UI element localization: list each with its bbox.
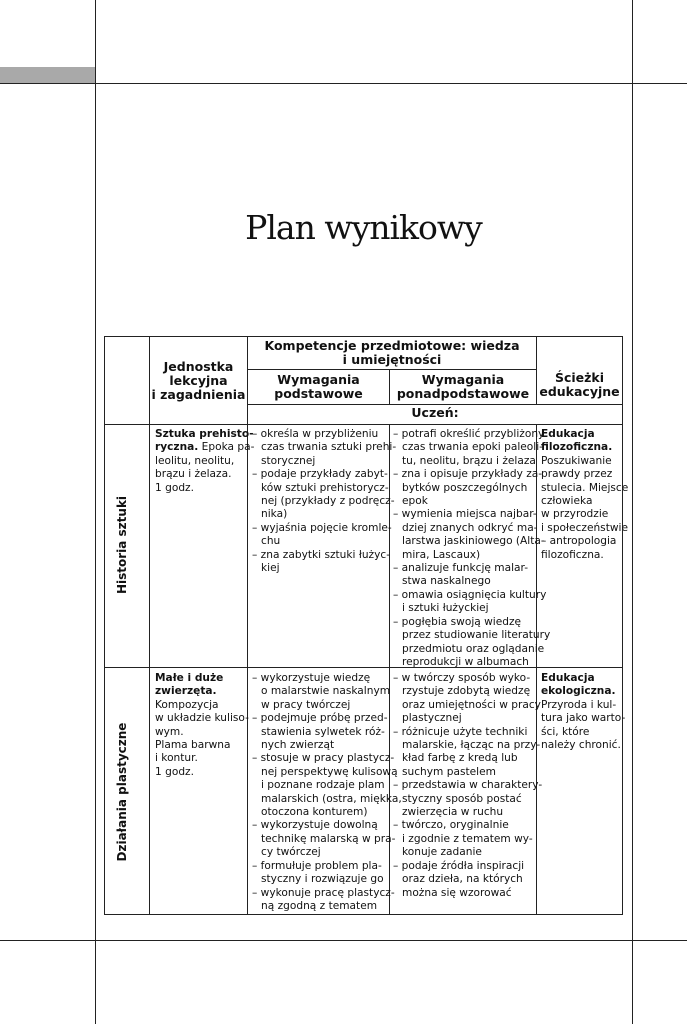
text-line: konuje zadanie [402,846,482,859]
text-line: plastycznej [402,712,462,725]
header-unit-line: Jednostka [163,359,234,374]
text-line: o malarstwie naskalnym [261,685,391,698]
text-line: styczny i rozwiązuje go [261,873,384,886]
path-text [541,699,625,753]
text-line: Przyroda i kul- [541,698,617,711]
header-competencies-line: Kompetencje przedmiotowe: wiedza [264,338,520,353]
text-line: i społeczeństwie [541,521,628,534]
text-line: otoczona konturem) [261,806,368,819]
text-line: – stosuje w pracy plastycz- [252,752,395,765]
text-line: i sztuki łużyckiej [402,602,489,615]
unit-text-line: leolitu, neolitu, [155,454,235,467]
advanced-requirements-cell-1 [393,428,550,669]
text-line: przez studiowanie literatury [402,629,551,642]
text-line: larstwa jaskiniowego (Alta- [402,535,545,548]
header-unit [150,360,247,402]
text-line: stwa naskalnego [402,575,491,588]
unit-text: Epoka pa- [198,441,255,454]
text-line: dziej znanych odkryć ma- [402,521,538,534]
text-line: – wykorzystuje dowolną [252,819,378,832]
text-line: ści, które [541,725,590,738]
path-text [541,455,628,562]
text-line: – podejmuje próbę przed- [252,712,388,725]
text-line: Plama barwna [155,739,231,752]
text-line: – wymienia miejsca najbar- [393,508,537,521]
text-line: prawdy przez [541,468,613,481]
header-student: Uczeń: [411,405,459,420]
basic-requirements-cell-1 [252,428,396,575]
text-line: stulecia. Miejsce [541,481,629,494]
text-line: stawienia sylwetek róż- [261,725,385,738]
header-competencies-line: i umiejętności [342,352,442,367]
text-line: – omawia osiągnięcia kultury [393,588,547,601]
text-line: zwierzęcia w ruchu [402,806,504,819]
text-line: – analizuje funkcję malar- [393,562,529,575]
text-line: tura jako warto- [541,712,626,725]
section-label-art-history: Historia sztuki [115,495,129,595]
crop-line-left [95,0,96,1024]
text-line: filozoficzna. [541,548,604,561]
text-line: chu [261,535,281,548]
header-paths-line: edukacyjne [539,384,620,399]
text-line: – formułuje problem pla- [252,859,382,872]
section-label-art-activities: Działania plastyczne [115,722,129,862]
crop-line-top [0,83,687,84]
header-basic-line: Wymagania [277,372,360,387]
text-line: można się wzorować [402,886,512,899]
text-line: – antropologia [541,535,617,548]
text-line: – pogłębia swoją wiedzę [393,615,522,628]
text-line: – różnicuje użyte techniki [393,725,528,738]
text-line: – wykorzystuje wiedzę [252,672,371,684]
page-title: Plan wynikowy [245,208,482,247]
path-cell-ecology [541,672,625,752]
unit-title-line: Sztuka prehisto- [155,428,254,440]
text-line: Poszukiwanie [541,454,612,467]
header-basic-line: podstawowe [274,386,363,401]
unit-text-line: 1 godz. [155,481,194,494]
unit-title-line: Małe i duże [155,672,224,684]
text-line: oraz umiejętności w pracy [402,698,541,711]
crop-line-right [632,0,633,1024]
text-line: wym. [155,725,184,738]
header-paths-line: Ścieżki [554,370,605,385]
unit-title-line: zwierzęta. [155,685,217,698]
text-line: ną zgodną z tematem [261,899,378,912]
crop-line-bottom [0,940,687,941]
text-line: epok [402,495,428,508]
chapter-tab-marker [0,67,95,83]
path-title-line: Edukacja [541,428,595,440]
text-line: ków sztuki prehistorycz- [261,481,389,494]
text-line: w układzie kuliso- [155,712,249,725]
text-line: Kompozycja [155,698,219,711]
text-line: w pracy twórczej [261,698,351,711]
text-line: nej (przykłady z podręcz- [261,495,395,508]
header-competencies [248,339,536,367]
text-line: i poznane rodzaje plam [261,779,385,792]
text-line: bytków poszczególnych [402,481,528,494]
text-line: – twórczo, oryginalnie [393,819,509,832]
unit-title-line: ryczna. [155,441,199,454]
text-line: nej perspektywę kulisową [261,765,398,778]
unit-cell-prehistoric [155,428,254,495]
unit-cell-animals [155,672,249,779]
text-line: przedmiotu oraz oglądanie [402,642,545,655]
header-unit-line: lekcyjna [169,373,228,388]
text-line: styczny sposób postać [402,792,522,805]
text-line: – podaje przykłady zabyt- [252,468,388,481]
text-line: – wykonuje pracę plastycz- [252,886,395,899]
path-title-line: filozoficzna. [541,441,613,454]
header-advanced-line: ponadpodstawowe [396,386,530,401]
unit-text [155,699,249,779]
text-line: – zna zabytki sztuki łużyc- [252,548,391,561]
header-advanced-line: Wymagania [421,372,505,387]
text-line: oraz dzieła, na których [402,873,523,886]
text-line: – wyjaśnia pojęcie kromle- [252,521,392,534]
text-line: reprodukcji w albumach [402,655,529,668]
text-line: nych zwierząt [261,739,335,752]
unit-text-line: brązu i żelaza. [155,468,232,481]
text-line: – podaje źródła inspiracji [393,859,525,872]
text-line: w przyrodzie [541,508,609,521]
text-line: 1 godz. [155,765,194,778]
header-paths [537,371,622,399]
text-line: i kontur. [155,752,198,765]
text-line: tu, neolitu, brązu i żelaza [402,454,536,467]
text-line: cy twórczej [261,846,321,859]
text-line: technikę malarską w pra- [261,832,396,845]
text-line: mira, Lascaux) [402,548,481,561]
text-line: storycznej [261,454,316,467]
text-line: kład farbę z kredą lub [402,752,518,765]
text-line: czas trwania sztuki prehi- [261,441,397,454]
text-line: – potrafi określić przybliżony [393,428,545,440]
path-title-line: Edukacja [541,672,595,684]
text-line: – zna i opisuje przykłady za- [393,468,543,481]
text-line: suchym pastelem [402,765,496,778]
text-line: należy chronić. [541,739,621,752]
basic-requirements-cell-2 [252,672,402,913]
header-unit-line: i zagadnienia [151,387,246,402]
text-line: rzystuje zdobytą wiedzę [402,685,531,698]
header-basic [248,373,389,401]
text-line: kiej [261,562,280,575]
text-line: nika) [261,508,288,521]
text-line: malarskie, łącząc na przy- [402,739,541,752]
header-advanced [390,373,536,401]
text-line: i zgodnie z tematem wy- [402,832,533,845]
text-line: – określa w przybliżeniu [252,428,379,440]
text-line: – przedstawia w charaktery- [393,779,543,792]
advanced-requirements-cell-2 [393,672,542,900]
text-line: czas trwania epoki paleoli- [402,441,543,454]
path-title-line: ekologiczna. [541,685,616,698]
text-line: człowieka [541,495,593,508]
text-line: malarskich (ostra, miękka, [261,792,402,805]
text-line: – w twórczy sposób wyko- [393,672,531,684]
path-cell-philosophy [541,428,628,562]
